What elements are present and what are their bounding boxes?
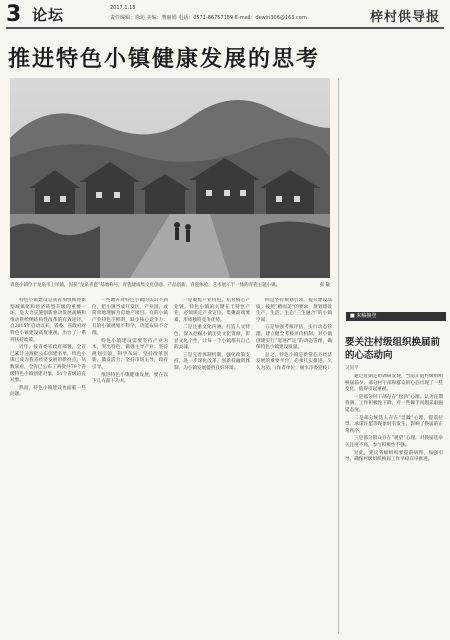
sidebar-body <box>345 374 443 634</box>
village-photo <box>10 78 330 278</box>
paragraph: 一些地方对特色小镇的认识不到位，把小镇当成开发区、产业园，或简单地理解为房地产项目。有的小镇产业特色不鲜明，缺少核心竞争力；有的小镇规划不科学，功能布局不合理。 <box>92 298 168 336</box>
paragraph: 一是部分村干部存在“松劲”心理。认为任期将满，工作积极性下降，对一些棘手问题采取拖延态度。 <box>345 394 443 413</box>
photo-caption-text: 青瓷小镇位于龙泉市上垟镇，因获“龙泉青瓷”基地称号，青瓷建成集文化创意、产品创新、青瓷体验、艺术展示于一体的青瓷主题小镇。 <box>10 283 281 288</box>
paragraph: 对此，建议各级组织要提前研判，加强引导，确保村级组织换届工作平稳有序推进。 <box>345 450 443 463</box>
paragraph: 二是注重文化内涵，打造人文特色。深入挖掘小镇历史文化资源，彰显文化个性，让每一个小镇都有自己的灵魂。 <box>174 325 250 351</box>
article-column <box>174 298 250 634</box>
page-header <box>0 0 450 30</box>
editor-info <box>110 14 307 21</box>
paragraph: 然而，特色小镇建设也面临一些问题。 <box>10 385 86 398</box>
sidebar-tag: ■ 来稿摘登 <box>346 312 446 321</box>
paragraph: 五是加强考核评估，实行动态管理。建立健全考核评价机制，对小镇创建实行“宽进严定”的动态管理，确保特色小镇建设质量。 <box>256 325 332 351</box>
article-body <box>10 298 332 634</box>
issue-date: 2017.1.18 <box>110 5 136 11</box>
contacts-text: 电话：0571-86757189 E-mail：dewin306@163.com <box>178 15 307 21</box>
paragraph: 二是部分候选人存在“急躁”心理。提前拉票、承诺许愿等现象时有发生，影响了换届的正常秩序。 <box>345 415 443 434</box>
photo-credit: 张 敏 <box>319 283 330 288</box>
sidebar-byline: 吴国平 <box>345 366 359 371</box>
article-column <box>92 298 168 634</box>
village-photo-icon <box>10 78 330 278</box>
masthead-logo: 梓村供导报 <box>369 10 440 25</box>
paragraph: 推进特色小镇健康发展，要在以下几方面下功夫。 <box>92 372 168 385</box>
page-number: 3 <box>6 2 22 27</box>
paragraph: 特色小镇建设是我省加快推进新型城镇化和经济转型升级的重要一环，是大力实施创新驱动发展战略和推动供给侧结构性改革的有效途径。自2015年启动以来，省委、省政府对特色小镇建设高度重视，出台了一系列扶持政策。 <box>10 298 86 343</box>
paragraph: 近年，按省委省政府部署，全省已累计分两批公布创建名单，特色小镇已成为我省经济发展的新亮点。从数量看，全省已公布了两批共79个省级特色小镇创建对象，51个省级培育对象。 <box>10 345 86 384</box>
paragraph: 总之，特色小镇是新常态下经济发展的重要平台，必须扎实推进，久久为功。（作者单位：丽水市委党校） <box>256 352 332 371</box>
article-column <box>10 298 86 634</box>
photo-caption <box>10 283 330 289</box>
paragraph: 三是完善体制机制，强化政策支持。进一步深化改革，创新投融资体制，为小镇发展提供良好环境。 <box>174 352 250 371</box>
editors-text: 责任编辑：徐坊 美编：曹丽娟 <box>110 15 177 21</box>
sidebar-title: 要关注村级组织换届前的心态动向 <box>345 337 441 361</box>
headline: 推进特色小镇健康发展的思考 <box>8 47 321 72</box>
section-title: 论坛 <box>32 6 65 24</box>
article-column <box>256 298 332 634</box>
paragraph: 通过近期走访调研发现，当前正值村级组织换届前夕，部分村干部和群众的心态出现了一些变化，值得引起重视。 <box>345 374 443 393</box>
paragraph: 四是坚持规划引领，提升建设品质。按照“精而美”的要求，规划建设生产、生活、生态“三生融合”的小镇空间。 <box>256 298 332 323</box>
paragraph: 三是部分群众存在“观望”心理。对换届选举关注度不高，参与积极性不强。 <box>345 436 443 448</box>
header-rule <box>6 27 444 29</box>
paragraph: 特色小镇建设需要坚持产业为本，突出特色，做强主导产业；坚持规划引领，科学布局；坚持改革创新，激发活力；坚持市场主导，政府引导。 <box>92 338 168 370</box>
paragraph: 一是聚焦产业特色，培育核心产业链。特色小镇的关键在于特色产业，必须锁定产业定位，集聚高端要素，形成独特竞争优势。 <box>174 298 250 323</box>
